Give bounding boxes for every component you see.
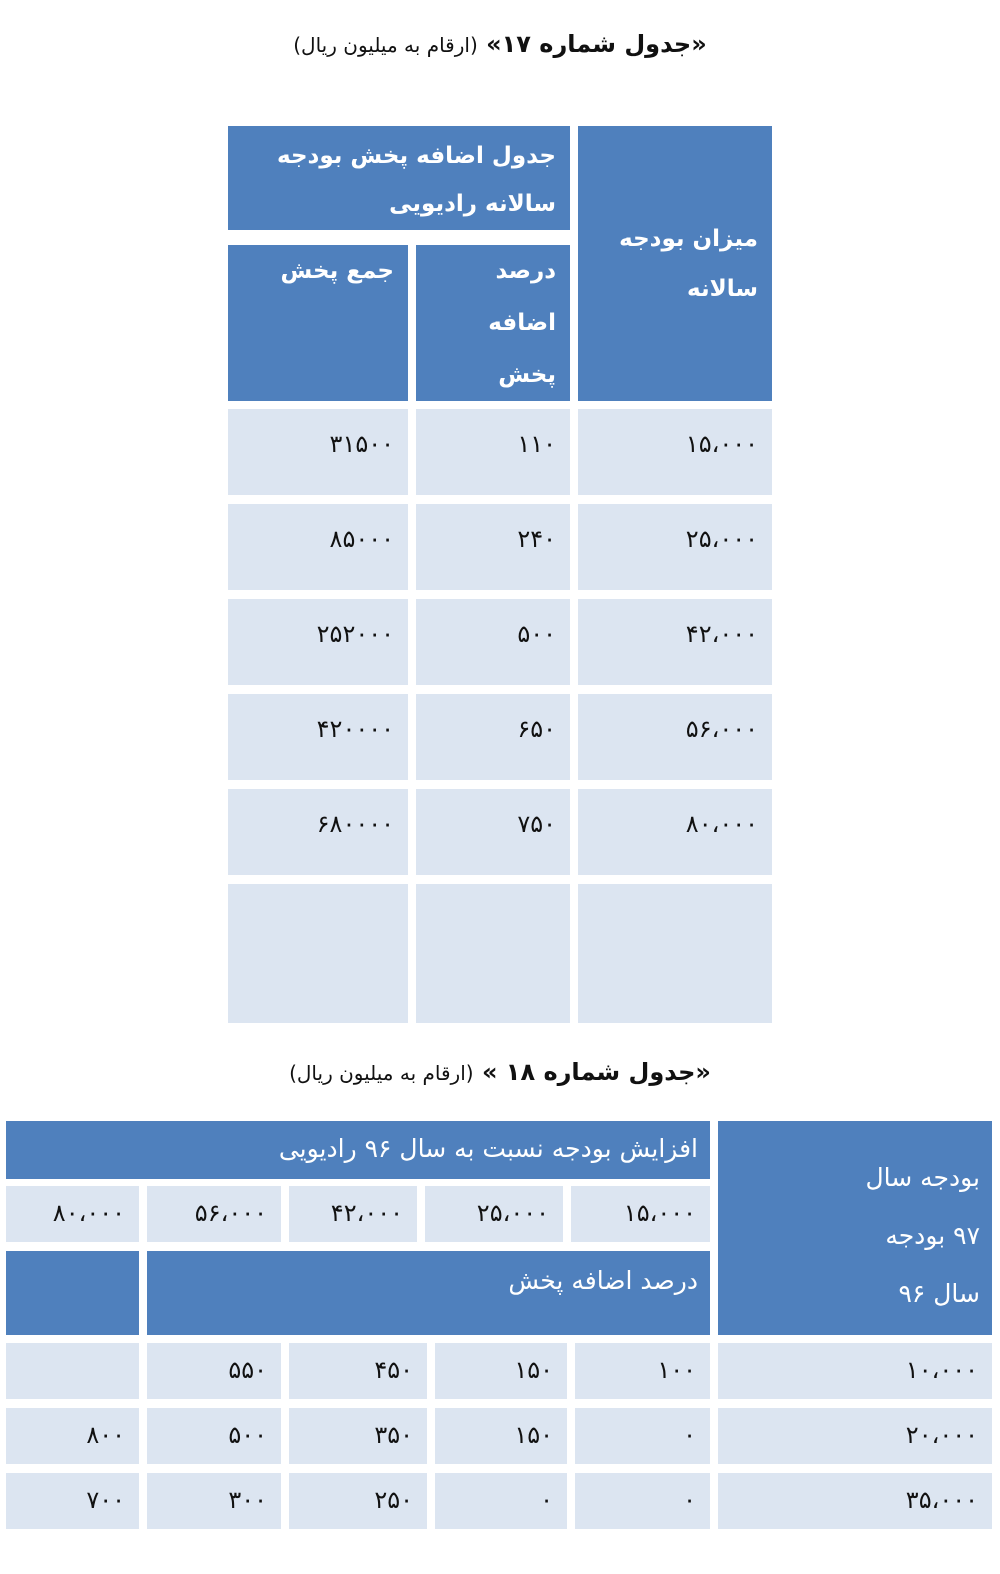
- table18-budget96-cell: ۱۵،۰۰۰: [571, 1186, 710, 1242]
- table18-value-cell: [6, 1343, 139, 1399]
- table17-cell-percent: [416, 884, 570, 1023]
- table17-title-line: [0, 30, 1000, 58]
- table18-title: «جدول شماره ۱۸ »: [481, 1058, 711, 1086]
- table18-value-cell: ۷۰۰: [6, 1473, 139, 1529]
- table18-budget96-cell: ۵۶،۰۰۰: [147, 1186, 281, 1242]
- table18-budget96-cell: ۸۰،۰۰۰: [6, 1186, 139, 1242]
- table18-budget97-cell: ۲۰،۰۰۰: [718, 1408, 992, 1464]
- table18-header-corner-line: بودجه سال: [865, 1163, 980, 1192]
- table17-header-group: جدول اضافه پخش بودجه سالانه رادیویی: [228, 126, 570, 230]
- table17-cell-percent: ۶۵۰: [416, 694, 570, 780]
- table17-cell-budget: ۵۶،۰۰۰: [578, 694, 772, 780]
- table17-cell-total: ۲۵۲۰۰۰: [228, 599, 408, 685]
- table18-value-cell: ۲۵۰: [289, 1473, 427, 1529]
- table17-cell-total: ۶۸۰۰۰۰: [228, 789, 408, 875]
- table18-value-cell: ۴۵۰: [289, 1343, 427, 1399]
- table18-title-line: [0, 1058, 1000, 1086]
- table17-cell-percent: ۵۰۰: [416, 599, 570, 685]
- table18-value-cell: ۵۵۰: [147, 1343, 281, 1399]
- table17-header-percent: درصد اضافه پخش: [416, 245, 570, 401]
- table18-budget96-cell: ۴۲،۰۰۰: [289, 1186, 417, 1242]
- table18-header-corner-line: ۹۷ بودجه: [885, 1221, 980, 1250]
- table17-unit-note: (ارقام به میلیون ریال): [293, 33, 478, 57]
- table18-unit-note: (ارقام به میلیون ریال): [289, 1061, 474, 1085]
- table18-budget96-cell: ۲۵،۰۰۰: [425, 1186, 563, 1242]
- table17-cell-total: ۴۲۰۰۰۰: [228, 694, 408, 780]
- table18-value-cell: ۳۵۰: [289, 1408, 427, 1464]
- table18-value-cell: ۵۰۰: [147, 1408, 281, 1464]
- table17-cell-percent: ۱۱۰: [416, 409, 570, 495]
- table17-cell-total: [228, 884, 408, 1023]
- table18-value-cell: ۰: [575, 1408, 710, 1464]
- table17-cell-total: ۸۵۰۰۰: [228, 504, 408, 590]
- table18-value-cell: ۱۵۰: [435, 1343, 567, 1399]
- table18-budget97-cell: ۱۰،۰۰۰: [718, 1343, 992, 1399]
- table17-cell-budget: [578, 884, 772, 1023]
- table18-header-percent: درصد اضافه پخش: [147, 1251, 710, 1335]
- table18-header-corner-line: سال ۹۶: [898, 1279, 980, 1308]
- table17-cell-budget: ۴۲،۰۰۰: [578, 599, 772, 685]
- table17-cell-percent: ۲۴۰: [416, 504, 570, 590]
- table17-cell-budget: ۲۵،۰۰۰: [578, 504, 772, 590]
- table18-header-corner: [718, 1121, 992, 1335]
- table17-cell-total: ۳۱۵۰۰: [228, 409, 408, 495]
- table18-value-cell: ۰: [435, 1473, 567, 1529]
- table17-title: «جدول شماره ۱۷»: [486, 30, 707, 58]
- table18-value-cell: ۳۰۰: [147, 1473, 281, 1529]
- table17-header-budget: میزان بودجه سالانه: [578, 126, 772, 401]
- table18-value-cell: ۰: [575, 1473, 710, 1529]
- table17-header-total: جمع پخش: [228, 245, 408, 401]
- table18-header-empty: [6, 1251, 139, 1335]
- table17-cell-budget: ۱۵،۰۰۰: [578, 409, 772, 495]
- table18-value-cell: ۸۰۰: [6, 1408, 139, 1464]
- table18-value-cell: ۱۰۰: [575, 1343, 710, 1399]
- table18-budget97-cell: ۳۵،۰۰۰: [718, 1473, 992, 1529]
- table18-header-increase: افزایش بودجه نسبت به سال ۹۶ رادیویی: [6, 1121, 710, 1179]
- table17-cell-percent: ۷۵۰: [416, 789, 570, 875]
- table17-cell-budget: ۸۰،۰۰۰: [578, 789, 772, 875]
- table18-value-cell: ۱۵۰: [435, 1408, 567, 1464]
